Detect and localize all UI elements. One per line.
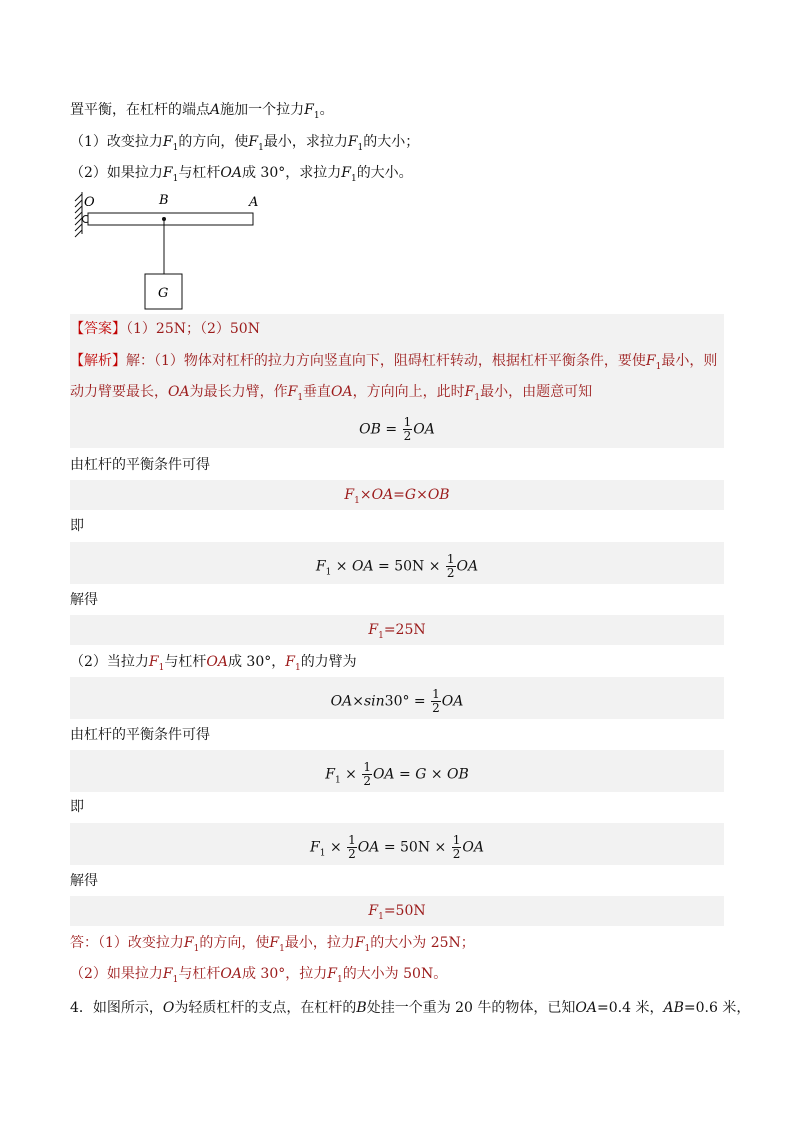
conclusion-2: （2）如果拉力$F_1$与杠杆OA成 30°，拉力$F_1$的大小为 50N。 xyxy=(70,966,448,985)
label-a: A xyxy=(249,195,259,210)
equation-moment-arm: OA×sin30° = $\frac{1}{2}$ OA xyxy=(330,687,464,715)
text-ji-2: 即 xyxy=(70,799,84,815)
text-balance-2: 由杠杆的平衡条件可得 xyxy=(70,727,210,743)
lever-bar xyxy=(88,213,253,225)
text-balance-1: 由杠杆的平衡条件可得 xyxy=(70,457,210,473)
text-jiede-1: 解得 xyxy=(70,592,98,608)
equation-substitute-1: $F_1$ × OA = 50N × $\frac{1}{2}$ OA xyxy=(315,552,479,580)
question-part-1: （1）改变拉力$F_1$的方向，使$F_1$最小，求拉力$F_1$的大小； xyxy=(70,134,420,153)
text-jiede-2: 解得 xyxy=(70,873,98,889)
next-question: 4．如图所示，O为轻质杠杆的支点，在杠杆的B处挂一个重为 20 牛的物体，已知OA=0.4 米，AB=0.6 米， xyxy=(70,1000,751,1016)
question-intro: 置平衡，在杠杆的端点A施加一个拉力$F_1$。 xyxy=(70,102,334,121)
lever-figure xyxy=(68,188,268,313)
result-50n: $F_1=50N$ xyxy=(368,903,426,922)
part-2-intro: （2）当拉力$F_1$与杠杆OA成 30°，$F_1$的力臂为 xyxy=(70,654,357,673)
result-25n: $F_1=25N$ xyxy=(368,622,426,641)
analysis-line-1: 【解析】解：（1）物体对杠杆的拉力方向竖直向下，阻碍杠杆转动，根据杠杆平衡条件，要使$F_1$最小，则 xyxy=(70,353,718,372)
question-part-2: （2）如果拉力$F_1$与杠杆OA成 30°，求拉力$F_1$的大小。 xyxy=(70,165,413,184)
label-b: B xyxy=(159,193,169,208)
label-g: G xyxy=(158,286,169,301)
equation-ob: OB = $\frac{1}{2}$ OA xyxy=(359,415,435,443)
conclusion-1: 答：（1）改变拉力$F_1$的方向，使$F_1$最小，拉力$F_1$的大小为 25N； xyxy=(70,935,475,954)
text-ji-1: 即 xyxy=(70,518,84,534)
equation-balance: $F_1\times OA=G\times OB$ xyxy=(344,487,450,506)
label-o: O xyxy=(84,195,95,210)
answer-line: 【答案】（1）25N；（2）50N xyxy=(70,321,260,337)
wall-hatch xyxy=(75,192,82,237)
equation-substitute-2: $F_1$ × $\frac{1}{2}$ OA = 50N × $\frac{1}{2}$ OA xyxy=(310,833,484,861)
equation-balance-2: $F_1$ × $\frac{1}{2}$ OA = G × OB xyxy=(325,760,469,788)
analysis-line-2: 动力臂要最长，OA为最长力臂，作$F_1$垂直OA，方向向上，此时$F_1$最小，由题意可知 xyxy=(70,384,593,403)
